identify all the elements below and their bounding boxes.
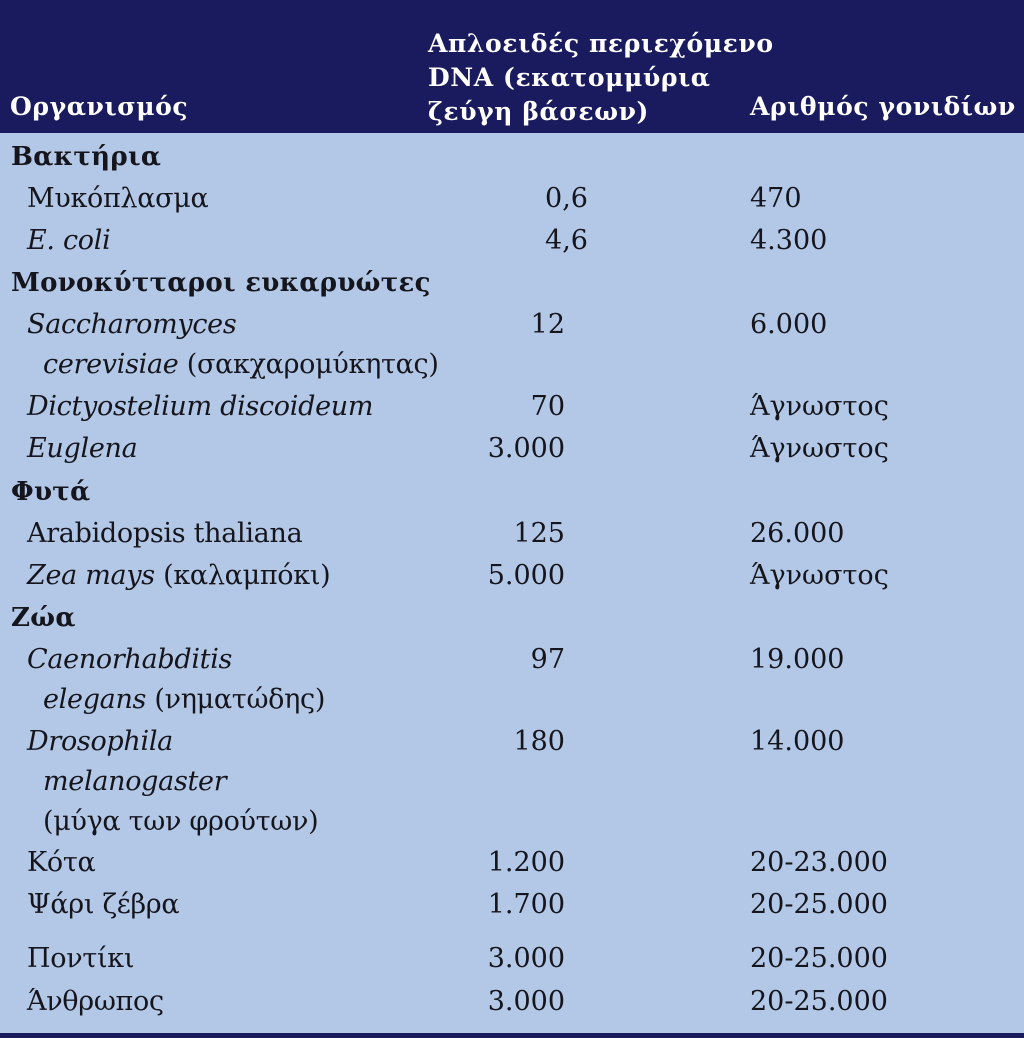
organism-common-name: (νηματώδης) [146,684,326,715]
gene-count: 4.300 [750,225,828,256]
organism-name: Ποντίκι [27,943,135,974]
table-row [0,305,1024,387]
category-row [0,472,1024,514]
header-dna-content [428,27,774,129]
gene-count: Άγνωστος [750,433,889,464]
organism-name: E. coli [27,225,111,256]
organism-species: cerevisiae [43,349,179,380]
dna-value: 0,6 [545,183,588,214]
dna-value: 3.000 [487,943,565,974]
table-header [0,0,1024,133]
table-row [0,722,1024,844]
dna-value: 3.000 [487,986,565,1017]
table-row [0,640,1024,722]
gene-count: 14.000 [750,726,845,757]
table-row [0,939,1024,981]
dna-value: 1.200 [487,847,565,878]
organism-name-line [27,680,325,720]
organism-name-line: Caenorhabditis [27,644,233,675]
organism-name [27,556,330,596]
gene-count: Άγνωστος [750,560,889,591]
header-organism: Οργανισμός [10,92,189,121]
header-dna-line: ζεύγη βάσεων) [428,97,649,126]
table-row [0,179,1024,221]
dna-value: 97 [530,644,565,675]
organism-name-line: melanogaster [43,766,227,797]
bottom-rule [0,1033,1024,1038]
gene-count: 20-25.000 [750,986,888,1017]
organism-name: Euglena [27,433,138,464]
dna-value: 125 [513,518,565,549]
gene-count: 26.000 [750,518,845,549]
organism-common-name: (μύγα των φρούτων) [43,806,319,837]
category-row [0,137,1024,179]
category-row [0,263,1024,305]
gene-count: 20-25.000 [750,943,888,974]
dna-value: 3.000 [487,433,565,464]
header-gene-count: Αριθμός γονιδίων [750,92,1016,121]
organism-name-line [27,345,439,385]
organism-name [27,305,439,385]
dna-value: 5.000 [487,560,565,591]
organism-species: elegans [43,684,147,715]
table-row [0,885,1024,927]
organism-name [27,722,318,842]
category-label: Μονοκύτταροι ευκαρυώτες [11,268,431,298]
category-row [0,598,1024,640]
organism-name: Κότα [27,847,96,878]
category-label: Ζώα [11,603,76,633]
dna-value: 180 [513,726,565,757]
gene-count: Άγνωστος [750,391,889,422]
table-row [0,982,1024,1024]
organism-common-name: (σακχαρομύκητας) [178,349,439,380]
dna-value: 70 [530,391,565,422]
organism-name: Ψάρι ζέβρα [27,889,180,920]
organism-common-name: (καλαμπόκι) [154,560,331,591]
organism-name: Dictyostelium discoideum [27,391,374,422]
organism-name: Μυκόπλασμα [27,183,209,214]
table-row [0,514,1024,556]
dna-value: 1.700 [487,889,565,920]
table-row [0,556,1024,598]
organism-name: Arabidopsis thaliana [27,518,303,549]
gene-count: 6.000 [750,309,828,340]
category-label: Φυτά [11,477,91,507]
dna-value: 4,6 [545,225,588,256]
table-row [0,429,1024,471]
gene-count: 20-23.000 [750,847,888,878]
organism-name-line: Saccharomyces [27,309,237,340]
organism-name: Άνθρωπος [27,986,164,1017]
organism-name [27,640,325,720]
table-row [0,387,1024,429]
gene-count: 20-25.000 [750,889,888,920]
organism-name-line: Drosophila [27,726,173,757]
gene-count: 470 [750,183,802,214]
dna-value: 12 [530,309,565,340]
gene-count: 19.000 [750,644,845,675]
category-label: Βακτήρια [11,142,162,172]
table-row [0,843,1024,885]
organism-species: Zea mays [27,560,155,591]
table-row [0,221,1024,263]
header-dna-line: DNA (εκατομμύρια [428,63,711,92]
header-dna-line: Απλοειδές περιεχόμενο [428,29,774,58]
